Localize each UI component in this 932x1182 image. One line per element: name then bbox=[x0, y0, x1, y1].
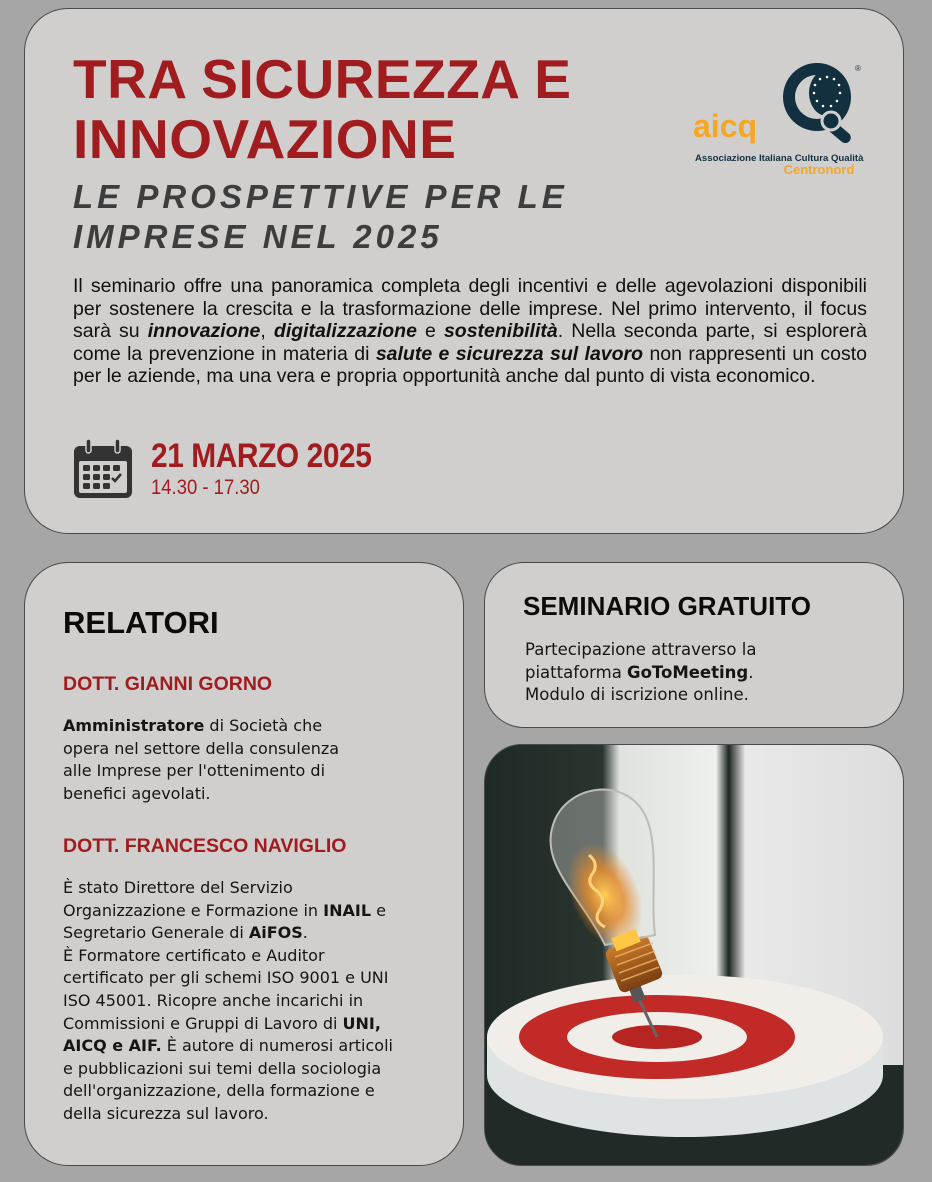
title-line-2: INNOVAZIONE bbox=[73, 108, 457, 170]
highlight-digitalizzazione: digitalizzazione bbox=[273, 320, 417, 342]
aicq-q-logo-icon bbox=[669, 57, 869, 182]
svg-text:Associazione Italiana Cultura: Associazione Italiana Cultura Qualità bbox=[695, 153, 864, 164]
lightbulb-target-illustration bbox=[485, 745, 904, 1166]
event-subtitle bbox=[73, 177, 568, 257]
aicq-logo bbox=[669, 57, 869, 182]
lightbulb-dart-on-target-image bbox=[484, 744, 904, 1166]
event-date-row bbox=[71, 437, 402, 501]
speaker-name-naviglio: DOTT. FRANCESCO NAVIGLIO bbox=[63, 835, 347, 857]
event-title bbox=[73, 49, 571, 169]
event-description: Il seminario offre una panoramica completa degli incentivi e delle agevolazioni disponibili per sostenere la crescita e la trasformazione delle imprese. Nel primo intervento, il focus sarà su innovazione, digitalizzazione e sostenibilità. Nella seconda parte, si esplorerà come la prevenzione in materia di salute e sicurezza sul lavoro non rappresenti un costo per le aziende, ma una vera e propria opportunità anche dal punto di vista economico. bbox=[73, 275, 867, 387]
calendar-icon bbox=[71, 437, 135, 501]
highlight-sostenibilita: sostenibilità bbox=[443, 320, 558, 342]
svg-text:Centronord: Centronord bbox=[783, 162, 855, 177]
speakers-title: RELATORI bbox=[63, 605, 219, 640]
title-line-1: TRA SICUREZZA E bbox=[73, 48, 572, 110]
free-seminar-card bbox=[484, 562, 904, 728]
event-time: 14.30 - 17.30 bbox=[151, 476, 260, 499]
subtitle-line-2: IMPRESE NEL 2025 bbox=[73, 218, 443, 255]
highlight-salute-sicurezza: salute e sicurezza sul lavoro bbox=[375, 342, 644, 365]
speaker-bio-naviglio: È stato Direttore del Servizio Organizzazione e Formazione in INAIL e Segretario Generale di AiFOS. È Formatore certificato e Auditor certificato per gli schemi ISO 9001 e UNI ISO 45001. Ricopre anche incarichi in Commissioni e Gruppi di Lavoro di UNI, AICQ e AIF. È autore di numerosi articoli e pubblicazioni sui temi della sociologia dell'organizzazione, della formazione e della sicurezza sul lavoro. bbox=[63, 878, 393, 1123]
free-seminar-title: SEMINARIO GRATUITO bbox=[523, 591, 811, 621]
svg-text:aicq: aicq bbox=[693, 108, 758, 144]
free-seminar-text: Partecipazione attraverso la piattaforma GoToMeeting. Modulo di iscrizione online. bbox=[525, 640, 757, 704]
event-header-card bbox=[24, 8, 904, 534]
highlight-innovazione: innovazione bbox=[147, 320, 261, 342]
speakers-card bbox=[24, 562, 464, 1166]
svg-text:®: ® bbox=[855, 64, 861, 73]
speaker-name-gorno: DOTT. GIANNI GORNO bbox=[63, 673, 273, 695]
event-date: 21 MARZO 2025 bbox=[151, 437, 372, 475]
speaker-bio-gorno: Amministratore di Società che opera nel settore della consulenza alle Imprese per l'ottenimento di benefici agevolati. bbox=[63, 716, 340, 803]
subtitle-line-1: LE PROSPETTIVE PER LE bbox=[73, 178, 568, 215]
platform-name: GoToMeeting bbox=[627, 662, 749, 682]
